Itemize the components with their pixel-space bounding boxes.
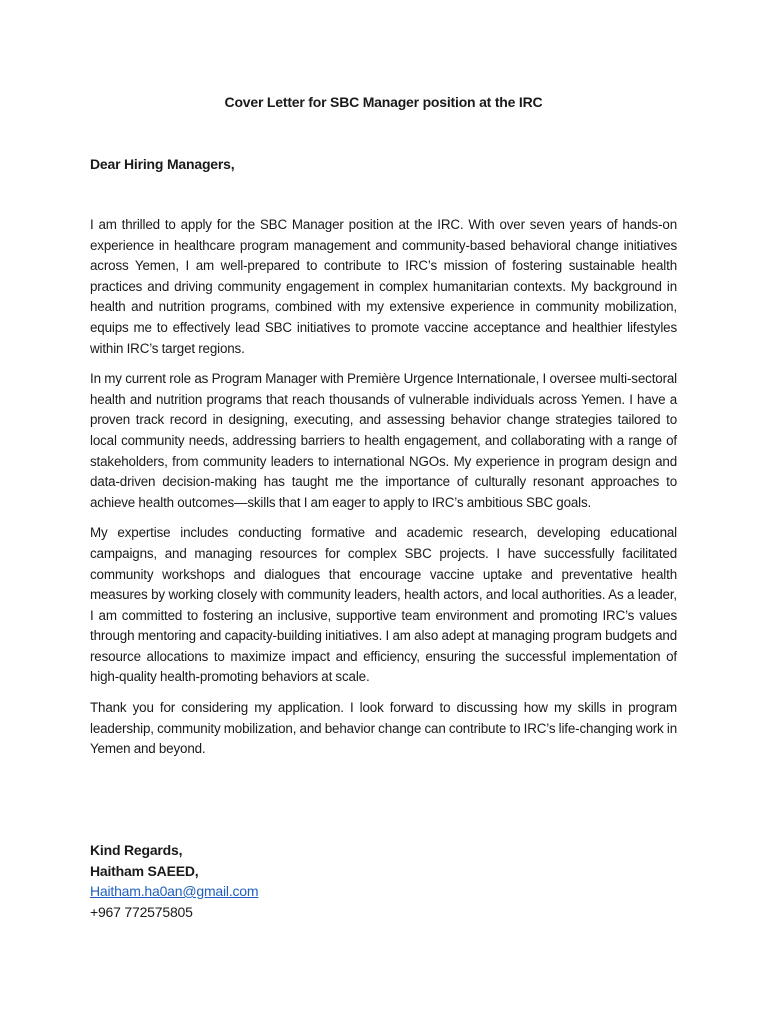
email-link[interactable]: Haitham.ha0an@gmail.com xyxy=(90,883,259,899)
sign-off: Kind Regards, xyxy=(90,842,183,858)
phone-number: +967 772575805 xyxy=(90,903,193,920)
paragraph-current-role: In my current role as Program Manager with Première Urgence Internationale, I oversee multi-sectoral health and nutrition programs that reach thousands of vulnerable individuals across Yemen. I have a proven track record in designing, executing, and assessing behavior change strategies tailored to local community needs, addressing barriers to health engagement, and collaborating with a range of stakeholders, from community leaders to international NGOs. My experience in program design and data-driven decision-making has taught me the importance of culturally resonant approaches to achieve health outcomes—skills that I am eager to apply to IRC’s ambitious SBC goals. xyxy=(90,371,677,510)
letter-body xyxy=(90,215,677,770)
signature-block xyxy=(90,840,258,922)
paragraph-intro: I am thrilled to apply for the SBC Manager position at the IRC. With over seven years of hands-on experience in healthcare program management and community-based behavioral change initiatives across Yemen, I am well-prepared to contribute to IRC’s mission of fostering sustainable health practices and driving community engagement in complex humanitarian contexts. My background in health and nutrition programs, combined with my extensive experience in community mobilization, equips me to effectively lead SBC initiatives to promote vaccine acceptance and healthier lifestyles within IRC’s target regions. xyxy=(90,217,677,356)
sender-name: Haitham SAEED, xyxy=(90,862,199,879)
salutation: Dear Hiring Managers, xyxy=(90,156,235,172)
paragraph-thank-you: Thank you for considering my application. I look forward to discussing how my skills in program leadership, community mobilization, and behavior change can contribute to IRC’s life-changing work in Yemen and beyond. xyxy=(90,700,677,757)
document-title: Cover Letter for SBC Manager position at the IRC xyxy=(224,94,543,110)
paragraph-expertise: My expertise includes conducting formative and academic research, developing educational campaigns, and managing resources for complex SBC projects. I have successfully facilitated community workshops and dialogues that encourage vaccine uptake and preventative health measures by working closely with community leaders, health actors, and local authorities. As a leader, I am committed to fostering an inclusive, supportive team environment and promoting IRC’s values through mentoring and capacity-building initiatives. I am also adept at managing program budgets and resource allocations to maximize impact and efficiency, ensuring the successful implementation of high-quality health-promoting behaviors at scale. xyxy=(90,525,677,685)
